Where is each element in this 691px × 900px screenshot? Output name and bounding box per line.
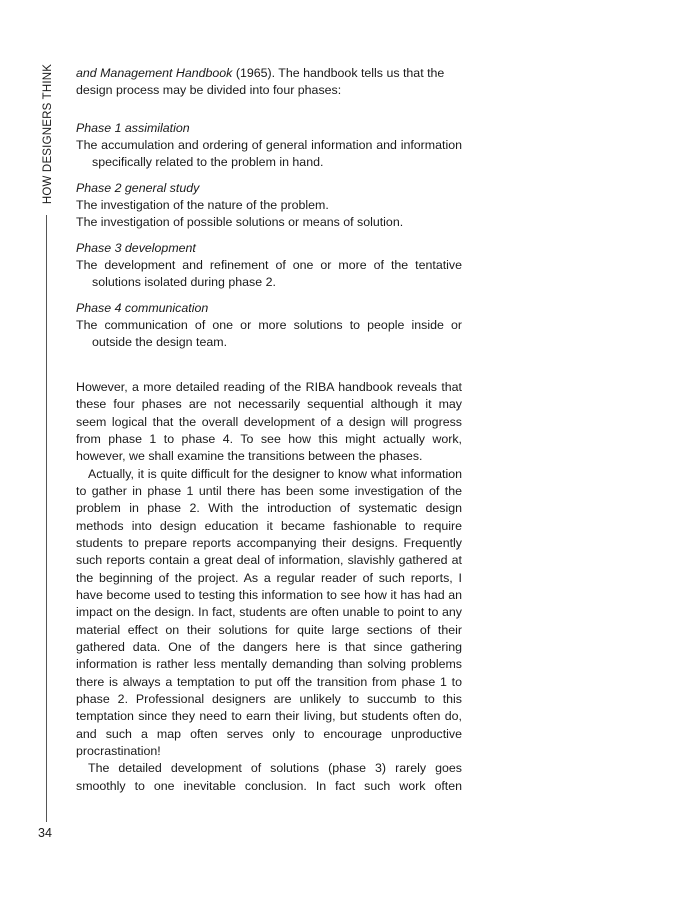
phase-2-title: Phase 2 general study [76, 180, 200, 195]
phase-2-line-1: The investigation of the nature of the problem. [76, 198, 329, 213]
running-head-text: HOW DESIGNERS THINK [42, 63, 54, 205]
phase-4-title: Phase 4 communication [76, 300, 209, 315]
phase-4 [76, 300, 462, 352]
phase-2-line-2: The investigation of possible solutions or means of solution. [76, 215, 404, 230]
phase-3 [76, 240, 462, 292]
paragraph-2: Actually, it is quite difficult for the designer to know what information to gather in phase 1 until there has been some investigation of the problem in phase 2. With the introduction of systematic design methods into design education it became fashionable to require students to prepare reports accompanying their designs. Frequently such reports contain a great deal of information, slavishly gathered at the beginning of the project. As a regular reader of such reports, I have become used to testing this information to see how it has had an impact on the design. In fact, students are often unable to point to any material effect on their solutions for quite large sections of their gathered data. One of the dangers here is that since gathering information is rather less mentally demanding than solving problems there is always a temptation to put off the transition from phase 1 to phase 2. Professional designers are unlikely to succumb to this temptation since they need to earn their living, but students often do, and such a map often serves only to encourage unproductive procrastination! [76, 466, 462, 759]
paragraph-1: However, a more detailed reading of the RIBA handbook reveals that these four phases are not necessarily sequential although it may seem logical that the overall development of a design will progress from phase 1 to phase 4. To see how this might actually work, however, we shall examine the transitions between the phases. [76, 379, 462, 464]
phase-2 [76, 180, 462, 232]
body-text [76, 65, 462, 795]
paragraph-3: The detailed development of solutions (phase 3) rarely goes smoothly to one inevitable conclusion. In fact such work often [76, 761, 462, 793]
intro-italic: and Management Handbook [76, 66, 233, 80]
phase-1 [76, 120, 462, 172]
phase-4-line-1: The communication of one or more solutions to people inside or outside the design team. [76, 318, 462, 350]
phase-3-title: Phase 3 development [76, 240, 196, 255]
margin-rule [46, 215, 47, 822]
running-head [40, 63, 56, 205]
page-number: 34 [38, 826, 52, 840]
intro-paragraph [76, 65, 462, 100]
phase-1-title: Phase 1 assimilation [76, 120, 190, 135]
phase-1-line-1: The accumulation and ordering of general information and information specifically related to the problem in hand. [76, 138, 462, 170]
section-gap [76, 360, 462, 379]
phase-3-line-1: The development and refinement of one or more of the tentative solutions isolated during phase 2. [76, 258, 462, 290]
intro-rest: (1965). The handbook tells us that the design process may be divided into four phases: [76, 66, 445, 98]
